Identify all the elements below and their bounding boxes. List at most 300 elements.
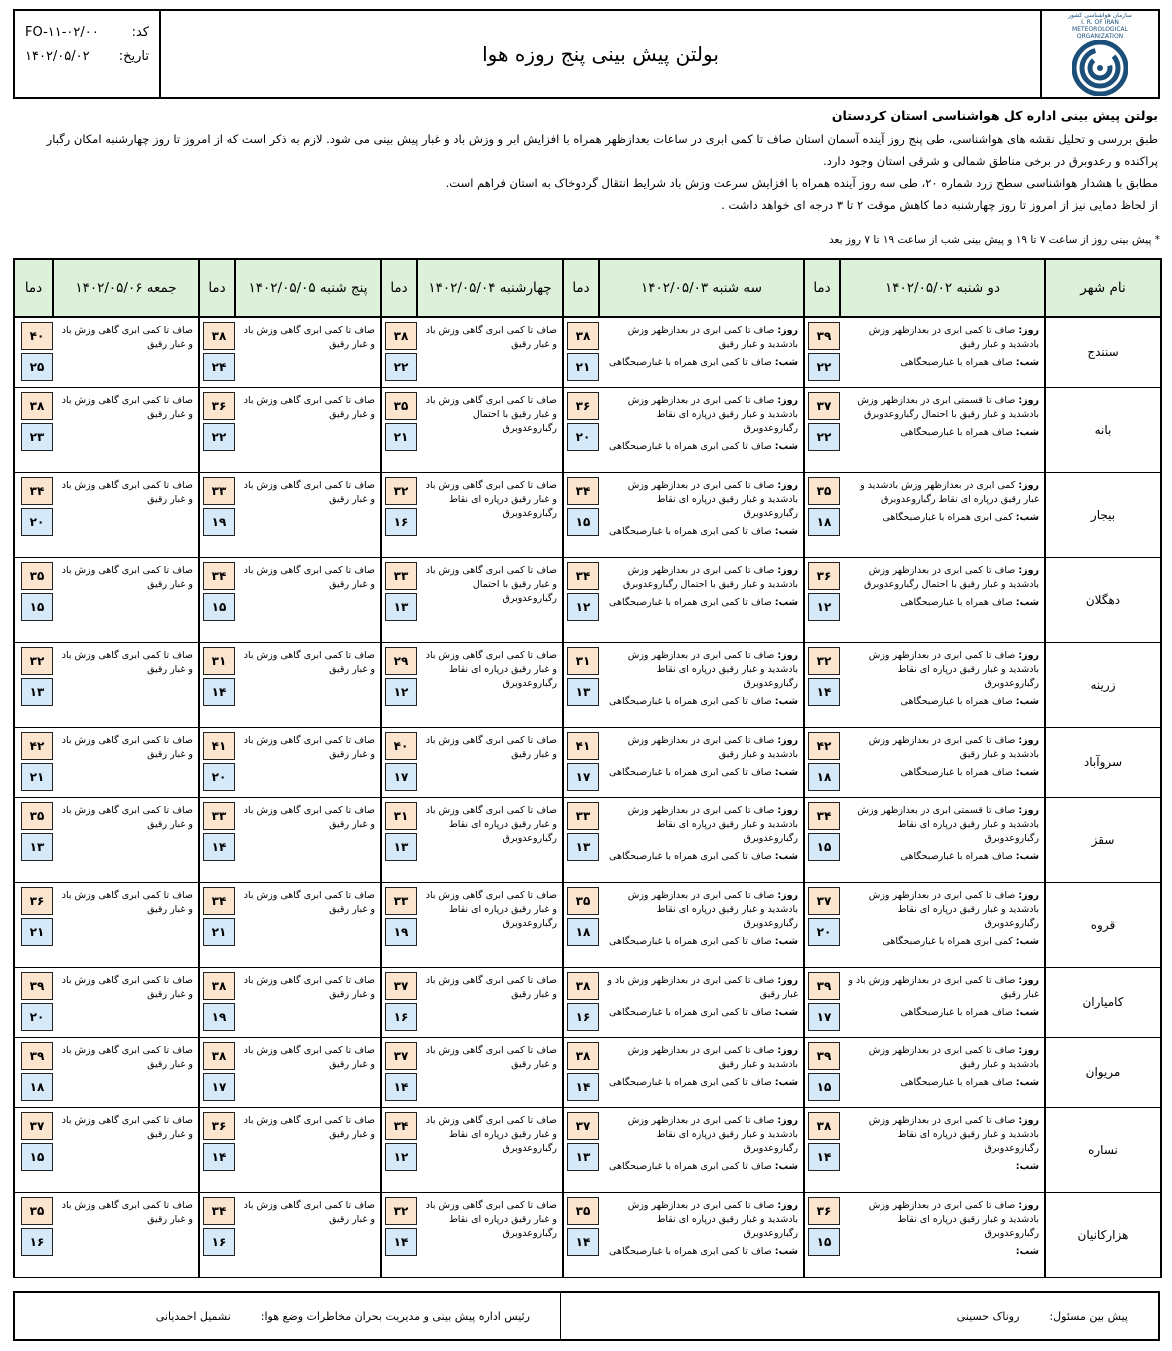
forecast-text: صاف تا کمی ابری گاهی وزش باد و غبار رقیق [243,649,375,675]
night-forecast-text: کمی ابری همراه با غبارصبحگاهی [882,935,1013,947]
temperature-cell [14,387,53,472]
day-forecast-text: صاف تا کمی ابری در بعدازظهر وزش بادشدید و غبار رقیق درپاره ای نقاط رگباروعدوبرق [627,649,798,689]
night-forecast-text: کمی ابری همراه با غبارصبحگاهی [882,511,1013,523]
day-label: روز: [777,734,798,746]
temperature-cell [199,387,235,472]
max-temperature: ۳۴ [203,1197,235,1225]
min-temperature: ۱۹ [203,508,235,536]
day-label: روز: [1018,1044,1039,1056]
day-forecast-text: صاف تا کمی ابری در بعدازظهر وزش بادشدید و غبار رقیق درپاره ای نقاط رگباروعدوبرق [627,479,798,519]
min-temperature: ۱۶ [21,1228,53,1256]
max-temperature: ۳۸ [203,322,235,350]
day-forecast-text: صاف تا کمی ابری در بعدازظهر وزش بادشدید و غبار رقیق درپاره ای نقاط رگباروعدوبرق [868,889,1039,929]
min-temperature: ۱۴ [203,833,235,861]
temperature-cell [563,1107,599,1192]
day-forecast-text: صاف تا کمی ابری در بعدازظهر وزش بادشدید و غبار رقیق [627,1044,798,1070]
night-forecast-text: صاف تا کمی ابری همراه با غبارصبحگاهی [609,850,772,862]
table-row [14,1107,1161,1192]
night-forecast-text: صاف تا کمی ابری همراه با غبارصبحگاهی [609,525,772,537]
night-forecast-text: صاف تا کمی ابری همراه با غبارصبحگاهی [609,357,772,368]
city-name: کامیاران [1045,967,1161,1037]
forecast-day-1 [840,387,1045,472]
max-temperature: ۳۳ [567,802,599,830]
day-label: روز: [1018,479,1039,491]
temperature-cell [804,967,840,1037]
night-forecast-text: صاف تا کمی ابری همراه با غبارصبحگاهی [609,1160,772,1172]
forecast-text: صاف تا کمی ابری گاهی وزش باد و غبار رقیق [243,479,375,505]
forecast-text: صاف تا کمی ابری گاهی وزش باد و غبار رقیق [425,974,557,1000]
night-forecast [602,1076,798,1090]
max-temperature: ۳۲ [385,477,417,505]
night-forecast [843,511,1039,525]
min-temperature: ۱۵ [21,1143,53,1171]
night-forecast [602,525,798,539]
min-temperature: ۱۲ [567,593,599,621]
temperature-cell [563,642,599,727]
forecast-text: صاف تا کمی ابری گاهی وزش باد و غبار رقیق [61,889,193,915]
forecast-text: صاف تا کمی ابری گاهی وزش باد و غبار رقیق درپاره ای نقاط رگباروعدوبرق [425,649,557,689]
day-header-1: دو شنبه ۱۴۰۲/۰۵/۰۲ [840,259,1045,317]
day-label: روز: [777,1044,798,1056]
forecast-text: صاف تا کمی ابری گاهی وزش باد و غبار رقیق [61,1114,193,1140]
forecast-text: صاف تا کمی ابری گاهی وزش باد و غبار رقیق [243,1044,375,1070]
max-temperature: ۳۸ [567,972,599,1000]
organization-logo [1068,12,1132,96]
night-label: شب: [1015,695,1039,707]
night-label: شب: [774,357,798,368]
day-forecast [602,564,798,592]
spiral-logo-icon [1072,40,1128,96]
forecast-text: صاف تا کمی ابری گاهی وزش باد و غبار رقیق [243,1199,375,1225]
forecast-day-4 [235,387,381,472]
night-forecast [602,935,798,949]
table-row [14,1037,1161,1107]
head-name: نشمیل احمدیانی [155,1309,231,1323]
forecast-day-3 [417,797,563,882]
max-temperature: ۳۹ [21,972,53,1000]
day-label: روز: [777,394,798,406]
forecast-day-2 [599,387,804,472]
intro-paragraph-1: طبق بررسی و تحلیل نقشه های هواشناسی، طی پنج روز آینده آسمان استان صاف تا کمی ابری در ساعات بعدازظهر همراه با افزایش ابر و وزش باد و غبار پیش بینی می شود. لازم به ذکر است که از امروز تا روز چهارشنبه امکان رگبار پراکنده و رعدوبرق در برخی مناطق شمالی و شرقی استان وجود دارد. [46,132,1158,168]
day-label: روز: [1018,889,1039,901]
min-temperature: ۱۷ [567,763,599,791]
forecast-day-2 [599,727,804,797]
forecast-day-5 [53,472,199,557]
max-temperature: ۳۷ [808,887,840,915]
min-temperature: ۲۲ [808,423,840,451]
temperature-cell [563,797,599,882]
head-label: رئیس اداره پیش بینی و مدیریت بحران مخاطرات وضع هوا: [260,1309,530,1323]
forecast-text: صاف تا کمی ابری گاهی وزش باد و غبار رقیق درپاره ای نقاط رگباروعدوبرق [425,889,557,929]
night-forecast-text: صاف همراه با غبارصبحگاهی [900,695,1013,707]
night-forecast [843,356,1039,370]
min-temperature: ۱۴ [203,678,235,706]
night-forecast-text: صاف همراه با غبارصبحگاهی [900,1076,1013,1088]
night-forecast-text: صاف تا کمی ابری همراه با غبارصبحگاهی [609,440,772,452]
max-temperature: ۳۴ [567,562,599,590]
day-forecast [602,479,798,521]
temperature-cell [14,1037,53,1107]
min-temperature: ۲۱ [203,918,235,946]
forecast-day-3 [417,387,563,472]
day-forecast [602,649,798,691]
temperature-cell [14,642,53,727]
min-temperature: ۱۲ [385,678,417,706]
min-temperature: ۱۳ [385,833,417,861]
night-forecast [843,1076,1039,1090]
forecast-day-1 [840,1107,1045,1192]
min-temperature: ۱۷ [203,1073,235,1101]
temperature-cell [804,317,840,387]
night-forecast [843,426,1039,440]
day-header-3: چهارشنبه ۱۴۰۲/۰۵/۰۴ [417,259,563,317]
forecast-day-5 [53,1192,199,1277]
table-row [14,557,1161,642]
night-label: شب: [774,695,798,707]
city-name: بانه [1045,387,1161,472]
forecast-day-2 [599,557,804,642]
forecast-day-2 [599,317,804,387]
night-label: شب: [1015,426,1039,438]
max-temperature: ۳۴ [203,887,235,915]
logo-text-en-3: ORGANIZATION [1076,33,1124,40]
day-label: روز: [777,649,798,661]
forecast-day-5 [53,882,199,967]
temperature-cell [381,1107,417,1192]
forecast-day-3 [417,317,563,387]
day-forecast [843,889,1039,931]
logo-cell [1040,11,1158,97]
city-name: نساره [1045,1107,1161,1192]
forecast-day-4 [235,317,381,387]
day-forecast [602,734,798,762]
max-temperature: ۳۶ [203,1112,235,1140]
forecast-text: صاف تا کمی ابری گاهی وزش باد و غبار رقیق [425,325,557,350]
forecast-text: صاف تا کمی ابری گاهی وزش باد و غبار رقیق [61,649,193,675]
city-name: قروه [1045,882,1161,967]
intro-paragraph-2: مطابق با هشدار هواشناسی سطح زرد شماره ۲۰، طی سه روز آینده همراه با افزایش سرعت وزش باد شرایط انتقال گردوخاک به استان فراهم است. [445,176,1158,190]
night-forecast [843,1006,1039,1020]
min-temperature: ۱۵ [203,593,235,621]
max-temperature: ۳۳ [203,802,235,830]
min-temperature: ۲۲ [808,353,840,381]
day-forecast-text: صاف تا کمی ابری در بعدازظهر وزش بادشدید و غبار رقیق درپاره ای نقاط رگباروعدوبرق [627,804,798,844]
table-body [14,317,1161,1277]
forecast-text: صاف تا کمی ابری گاهی وزش باد و غبار رقیق [243,394,375,420]
temperature-cell [563,317,599,387]
forecast-day-4 [235,1037,381,1107]
temperature-cell [563,387,599,472]
min-temperature: ۱۷ [385,763,417,791]
night-label: شب: [1015,1076,1039,1088]
temperature-cell [14,1192,53,1277]
night-label: شب: [1015,850,1039,862]
forecast-day-1 [840,882,1045,967]
min-temperature: ۲۱ [21,763,53,791]
day-forecast [602,804,798,846]
temperature-cell [381,1037,417,1107]
forecast-day-3 [417,557,563,642]
max-temperature: ۴۰ [21,322,53,350]
max-temperature: ۴۱ [203,732,235,760]
night-forecast-text: صاف تا کمی ابری همراه با غبارصبحگاهی [609,1006,772,1018]
temperature-cell [804,882,840,967]
forecast-day-1 [840,317,1045,387]
night-forecast-text: صاف تا کمی ابری همراه با غبارصبحگاهی [609,1245,772,1257]
max-temperature: ۳۷ [385,1042,417,1070]
forecast-text: صاف تا کمی ابری گاهی وزش باد و غبار رقیق [61,734,193,760]
temperature-cell [199,1037,235,1107]
max-temperature: ۳۶ [21,887,53,915]
night-forecast [602,356,798,370]
forecast-day-1 [840,727,1045,797]
temp-header: دما [804,259,840,317]
forecast-day-2 [599,1037,804,1107]
min-temperature: ۲۰ [21,1003,53,1031]
forecast-text: صاف تا کمی ابری گاهی وزش باد و غبار رقیق [243,1114,375,1140]
forecast-text: صاف تا کمی ابری گاهی وزش باد و غبار رقیق با احتمال رگباروعدوبرق [425,564,557,604]
min-temperature: ۲۰ [203,763,235,791]
max-temperature: ۳۷ [21,1112,53,1140]
table-row [14,797,1161,882]
temperature-cell [381,387,417,472]
min-temperature: ۲۰ [21,508,53,536]
day-forecast-text: صاف تا کمی ابری در بعدازظهر وزش بادشدید و غبار رقیق درپاره ای نقاط رگباروعدوبرق [868,1199,1039,1239]
logo-text-en-2: METEOROLOGICAL [1072,26,1128,33]
temperature-cell [199,642,235,727]
min-temperature: ۱۹ [385,918,417,946]
forecast-text: صاف تا کمی ابری گاهی وزش باد و غبار رقیق [61,325,193,350]
min-temperature: ۱۴ [808,678,840,706]
night-forecast-text: صاف تا کمی ابری همراه با غبارصبحگاهی [609,766,772,778]
temp-header: دما [381,259,417,317]
bulletin-footer [13,1291,1160,1341]
city-name: سقز [1045,797,1161,882]
day-forecast-text: صاف تا کمی ابری در بعدازظهر وزش بادشدید و غبار رقیق با احتمال رگباروعدوبرق [622,564,798,590]
night-forecast [602,850,798,864]
day-label: روز: [777,889,798,901]
forecast-text: صاف تا کمی ابری گاهی وزش باد و غبار رقیق [243,325,375,350]
max-temperature: ۳۵ [385,392,417,420]
day-label: روز: [1018,804,1039,816]
max-temperature: ۳۸ [567,322,599,350]
forecast-time-note: * پیش بینی روز از ساعت ۷ تا ۱۹ و پیش بینی شب از ساعت ۱۹ تا ۷ روز بعد [829,234,1160,246]
city-name: هزارکانیان [1045,1192,1161,1277]
max-temperature: ۳۴ [21,477,53,505]
max-temperature: ۳۸ [567,1042,599,1070]
day-forecast [843,734,1039,762]
forecast-day-1 [840,1192,1045,1277]
min-temperature: ۱۲ [808,593,840,621]
temperature-cell [381,1192,417,1277]
forecast-day-4 [235,557,381,642]
forecast-day-1 [840,642,1045,727]
day-forecast [843,479,1039,507]
temperature-cell [804,727,840,797]
day-label: روز: [1018,974,1039,986]
day-forecast-text: صاف تا کمی ابری در بعدازظهر وزش بادشدید و غبار رقیق درپاره ای نقاط رگباروعدوبرق [627,394,798,434]
forecast-day-5 [53,727,199,797]
night-forecast [602,1006,798,1020]
max-temperature: ۴۲ [808,732,840,760]
night-label: شب: [774,1076,798,1088]
forecast-day-2 [599,882,804,967]
night-forecast [843,850,1039,864]
night-forecast-text: صاف تا کمی ابری همراه با غبارصبحگاهی [609,935,772,947]
city-name: سنندج [1045,317,1161,387]
max-temperature: ۳۵ [567,887,599,915]
day-forecast [602,324,798,352]
forecast-day-2 [599,1192,804,1277]
temperature-cell [381,472,417,557]
max-temperature: ۳۹ [808,972,840,1000]
day-label: روز: [1018,734,1039,746]
night-label: شب: [774,525,798,537]
night-label: شب: [1015,1006,1039,1018]
max-temperature: ۳۲ [808,647,840,675]
temp-header: دما [563,259,599,317]
max-temperature: ۳۸ [203,1042,235,1070]
forecast-day-5 [53,557,199,642]
city-name: سروآباد [1045,727,1161,797]
forecast-text: صاف تا کمی ابری گاهی وزش باد و غبار رقیق درپاره ای نقاط رگباروعدوبرق [425,804,557,844]
min-temperature: ۱۴ [385,1073,417,1101]
day-forecast-text: صاف تا کمی ابری در بعدازظهر وزش بادشدید و غبار رقیق درپاره ای نقاط رگباروعدوبرق [627,889,798,929]
intro-heading: بولتن پیش بینی اداره کل هواشناسی استان کردستان [831,108,1158,123]
forecast-text: صاف تا کمی ابری گاهی وزش باد و غبار رقیق [61,1044,193,1070]
temperature-cell [381,882,417,967]
day-header-4: پنج شنبه ۱۴۰۲/۰۵/۰۵ [235,259,381,317]
bulletin-header [13,9,1160,99]
forecast-day-2 [599,1107,804,1192]
forecast-day-5 [53,317,199,387]
code-date-cell [15,11,161,97]
forecast-day-1 [840,1037,1045,1107]
day-forecast-text: صاف تا کمی ابری در بعدازظهر وزش بادشدید و غبار رقیق [868,1044,1039,1070]
night-forecast-text: صاف همراه با غبارصبحگاهی [900,1006,1013,1018]
min-temperature: ۱۸ [21,1073,53,1101]
day-forecast-text: کمی ابری در بعدازظهر وزش بادشدید و غبار رقیق درپاره ای نقاط رگباروعدوبرق [860,479,1039,505]
intro-paragraph-3: از لحاظ دمایی نیز از امروز تا روز چهارشنبه دما کاهش موقت ۲ تا ۳ درجه ای خواهد داشت . [721,198,1158,212]
city-name: مریوان [1045,1037,1161,1107]
day-forecast [602,974,798,1002]
min-temperature: ۱۶ [385,508,417,536]
forecast-text: صاف تا کمی ابری گاهی وزش باد و غبار رقیق [243,974,375,1000]
max-temperature: ۳۱ [567,647,599,675]
forecast-text: صاف تا کمی ابری گاهی وزش باد و غبار رقیق با احتمال رگباروعدوبرق [425,394,557,434]
table-row [14,317,1161,387]
day-forecast [843,804,1039,846]
temperature-cell [199,1192,235,1277]
temperature-cell [804,1192,840,1277]
forecast-day-5 [53,1107,199,1192]
night-forecast [602,695,798,709]
forecast-text: صاف تا کمی ابری گاهی وزش باد و غبار رقیق [61,1199,193,1225]
temperature-cell [14,557,53,642]
table-row [14,1192,1161,1277]
night-forecast [602,1245,798,1259]
temperature-cell [563,967,599,1037]
forecast-day-1 [840,797,1045,882]
temperature-cell [804,557,840,642]
date-label: تاریخ: [118,49,149,64]
max-temperature: ۳۷ [808,392,840,420]
max-temperature: ۳۳ [385,562,417,590]
max-temperature: ۳۲ [385,1197,417,1225]
day-forecast [602,394,798,436]
max-temperature: ۳۸ [21,392,53,420]
temperature-cell [804,1107,840,1192]
forecast-day-4 [235,1192,381,1277]
night-forecast-text: صاف همراه با غبارصبحگاهی [900,357,1013,368]
temperature-cell [381,967,417,1037]
temperature-cell [804,1037,840,1107]
day-forecast-text: صاف تا قسمتی ابری در بعدازظهر وزش بادشدید و غبار رقیق با احتمال رگباروعدوبرق [857,394,1039,420]
forecast-day-3 [417,642,563,727]
max-temperature: ۳۵ [21,1197,53,1225]
forecast-day-4 [235,472,381,557]
date-value: ۱۴۰۲/۰۵/۰۲ [25,49,90,64]
day-forecast-text: صاف تا کمی ابری در بعدازظهر وزش باد و غبار رقیق [848,974,1039,1000]
night-forecast [843,695,1039,709]
day-forecast [602,1199,798,1241]
min-temperature: ۱۵ [808,1228,840,1256]
forecast-text: صاف تا کمی ابری گاهی وزش باد و غبار رقیق [243,734,375,760]
min-temperature: ۱۳ [567,1143,599,1171]
forecast-day-3 [417,727,563,797]
max-temperature: ۳۹ [808,1042,840,1070]
day-label: روز: [777,804,798,816]
max-temperature: ۳۵ [21,562,53,590]
temperature-cell [563,1192,599,1277]
forecaster-label: پیش بین مسئول: [1049,1309,1128,1323]
forecast-day-4 [235,1107,381,1192]
max-temperature: ۳۴ [203,562,235,590]
night-label: شب: [1015,766,1039,778]
forecast-day-1 [840,557,1045,642]
min-temperature: ۱۹ [203,1003,235,1031]
day-forecast [843,649,1039,691]
night-label: شب: [1015,511,1039,523]
min-temperature: ۱۸ [808,763,840,791]
night-label: شب: [774,766,798,778]
temperature-cell [563,882,599,967]
night-forecast-text: صاف همراه با غبارصبحگاهی [900,426,1013,438]
night-forecast [602,440,798,454]
min-temperature: ۲۱ [21,918,53,946]
forecast-text: صاف تا کمی ابری گاهی وزش باد و غبار رقیق [61,974,193,1000]
temperature-cell [199,727,235,797]
forecast-text: صاف تا کمی ابری گاهی وزش باد و غبار رقیق [243,889,375,915]
min-temperature: ۲۰ [808,918,840,946]
day-forecast [843,324,1039,352]
max-temperature: ۳۴ [385,1112,417,1140]
forecast-day-4 [235,882,381,967]
min-temperature: ۱۴ [808,1143,840,1171]
temperature-cell [199,882,235,967]
forecast-day-1 [840,967,1045,1037]
day-forecast [602,1114,798,1156]
day-forecast-text: صاف تا کمی ابری در بعدازظهر وزش بادشدید و غبار رقیق [627,325,798,350]
forecast-day-4 [235,797,381,882]
max-temperature: ۳۷ [567,1112,599,1140]
night-label: شب: [1015,596,1039,608]
temperature-cell [381,317,417,387]
forecast-text: صاف تا کمی ابری گاهی وزش باد و غبار رقیق درپاره ای نقاط رگباروعدوبرق [425,1199,557,1239]
night-label: شب: [774,596,798,608]
min-temperature: ۱۶ [385,1003,417,1031]
min-temperature: ۱۵ [808,833,840,861]
